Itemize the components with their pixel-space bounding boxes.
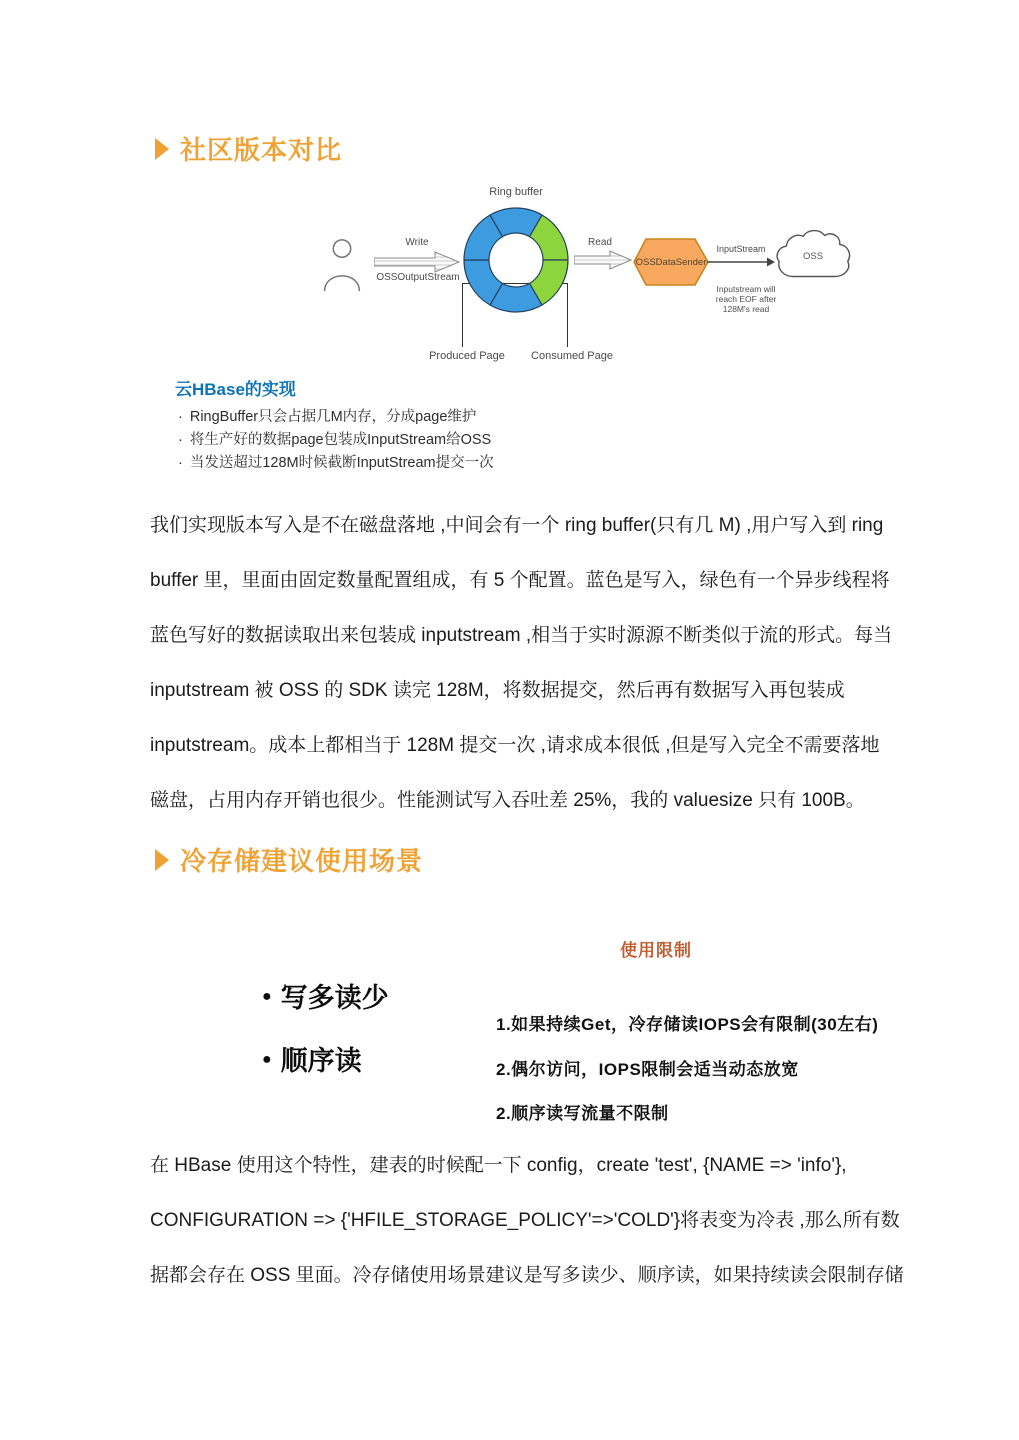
- impl-heading: 云HBase的实现: [175, 380, 296, 399]
- restriction-item-1: 1.如果持续Get，冷存储读IOPS会有限制(30左右): [496, 1015, 879, 1034]
- section-marker-triangle-icon: [155, 849, 169, 871]
- user-icon: [320, 236, 364, 294]
- impl-bullet-list: [178, 406, 494, 475]
- produced-page-label: Produced Page: [429, 350, 505, 362]
- paragraph-line: 磁盘，占用内存开销也很少。性能测试写入吞吐差 25%，我的 valuesize 只有 100B。: [150, 790, 865, 811]
- restriction-item-3: 2.顺序读写流量不限制: [496, 1104, 669, 1123]
- eof-note-line-1: Inputstream will: [716, 284, 776, 294]
- oss-label: OSS: [802, 250, 824, 262]
- bullet-circle-icon: ●: [262, 987, 272, 1005]
- paragraph-hbase-config: [150, 1138, 904, 1303]
- read-arrow-icon: [574, 250, 632, 270]
- impl-bullet-item: [178, 452, 494, 475]
- paragraph-line: CONFIGURATION => {'HFILE_STORAGE_POLICY'=>'COLD'}将表变为冷表 ,那么所有数: [150, 1210, 900, 1231]
- restriction-item-2: 2.偶尔访问，IOPS限制会适当动态放宽: [496, 1060, 799, 1079]
- oss-output-stream-label: OSSOutputStream: [376, 272, 460, 283]
- usage-restriction-heading: 使用限制: [620, 941, 692, 960]
- section-title-text: 冷存储建议使用场景: [180, 846, 424, 876]
- write-arrow-icon: [374, 251, 460, 273]
- section-title-text: 社区版本对比: [180, 135, 343, 165]
- paragraph-line: 蓝色写好的数据读取出来包装成 inputstream ,相当于实时源源不断类似于流的形式。每当: [150, 625, 893, 646]
- impl-bullet-text: RingBuffer只会占据几M内存，分成page维护: [189, 409, 477, 425]
- ring-buffer-donut: [461, 205, 571, 315]
- bullet-dot: ·: [178, 409, 183, 425]
- eof-note-line-2: reach EOF after: [715, 294, 777, 304]
- impl-bullet-item: [178, 429, 494, 452]
- ring-buffer-label: Ring buffer: [489, 186, 543, 198]
- scenario-item-sequential-read: [262, 1039, 362, 1078]
- section-marker-triangle-icon: [155, 138, 169, 160]
- inputstream-arrow-icon: [707, 255, 775, 269]
- inputstream-label: InputStream: [716, 244, 766, 254]
- oss-data-sender-label: OSSDataSender: [635, 256, 707, 268]
- paragraph-line: buffer 里，里面由固定数量配置组成，有 5 个配置。蓝色是写入，绿色有一个异步线程将: [150, 570, 890, 591]
- section-title-community-comparison: [155, 130, 342, 167]
- paragraph-line: 在 HBase 使用这个特性，建表的时候配一下 config，create 'test', {NAME => 'info'},: [150, 1155, 847, 1176]
- bullet-dot: ·: [178, 432, 183, 448]
- paragraph-line: 据都会存在 OSS 里面。冷存储使用场景建议是写多读少、顺序读，如果持续读会限制存储: [150, 1265, 904, 1286]
- read-label: Read: [588, 237, 612, 248]
- bullet-circle-icon: ●: [262, 1050, 272, 1068]
- section-title-cold-storage: [155, 841, 423, 878]
- paragraph-line: inputstream。成本上都相当于 128M 提交一次 ,请求成本很低 ,但是写入完全不需要落地: [150, 735, 880, 756]
- impl-bullet-text: 将生产好的数据page包装成InputStream给OSS: [189, 432, 492, 448]
- scenario-item-write-heavy: [262, 976, 389, 1015]
- consumed-page-label: Consumed Page: [531, 350, 613, 362]
- paragraph-line: 我们实现版本写入是不在磁盘落地 ,中间会有一个 ring buffer(只有几 M) ,用户写入到 ring: [150, 515, 884, 536]
- eof-note-line-3: 128M's read: [722, 304, 770, 314]
- scenario-text: 顺序读: [280, 1046, 362, 1076]
- eof-note: [700, 284, 792, 314]
- paragraph-ring-buffer: [150, 498, 893, 828]
- paragraph-line: inputstream 被 OSS 的 SDK 读完 128M，将数据提交，然后再有数据写入再包装成: [150, 680, 845, 701]
- scenario-text: 写多读少: [280, 983, 389, 1013]
- bullet-dot: ·: [178, 455, 183, 471]
- write-label: Write: [405, 237, 429, 248]
- impl-bullet-item: [178, 406, 494, 429]
- impl-bullet-text: 当发送超过128M时候截断InputStream提交一次: [189, 455, 494, 471]
